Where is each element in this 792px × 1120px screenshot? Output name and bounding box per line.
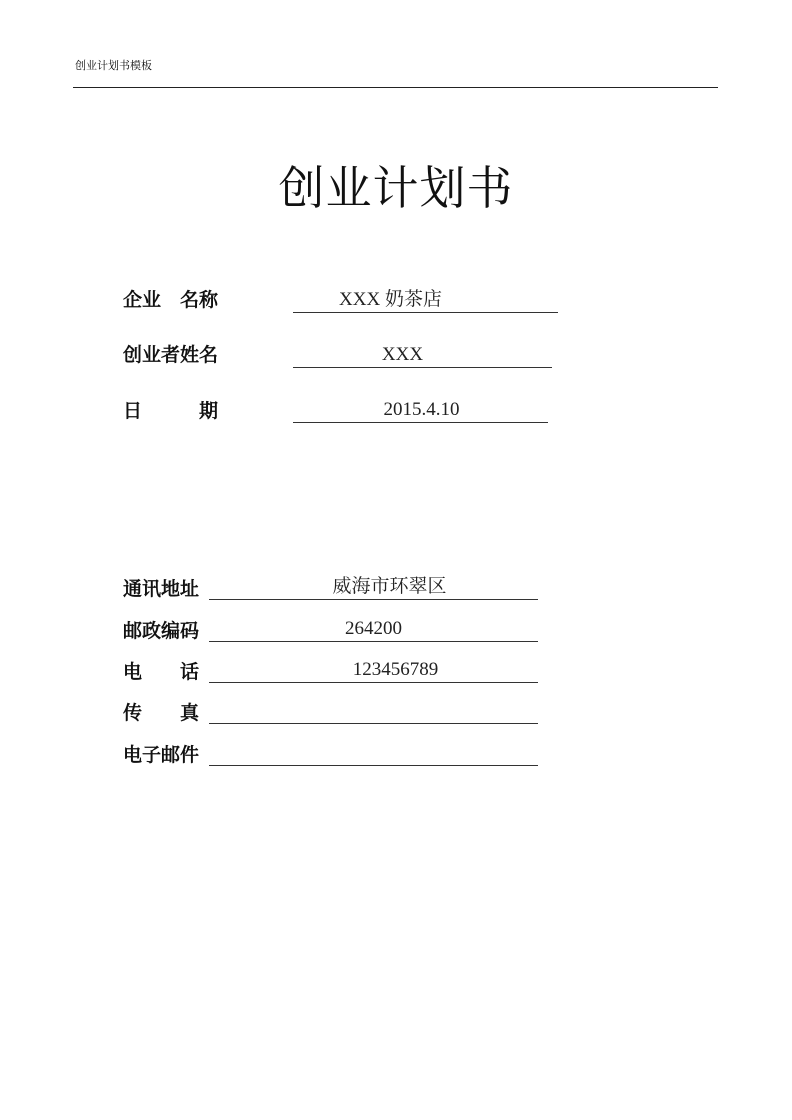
email-label: 电子邮件 bbox=[123, 744, 200, 766]
fax-label: 传 真 bbox=[123, 702, 200, 724]
fax-field bbox=[209, 699, 538, 724]
postcode-label: 邮政编码 bbox=[123, 620, 200, 642]
address-label: 通讯地址 bbox=[123, 578, 200, 600]
header-rule bbox=[73, 87, 718, 88]
address-field bbox=[209, 575, 538, 600]
date-field bbox=[293, 398, 548, 423]
founder-name-field bbox=[293, 343, 552, 368]
founder-name-label: 创业者姓名 bbox=[123, 344, 219, 366]
company-name-field bbox=[293, 288, 558, 313]
phone-value: 123456789 bbox=[352, 659, 439, 680]
company-name-label: 企业 名称 bbox=[123, 289, 219, 311]
address-value: 威海市环翠区 bbox=[332, 576, 447, 597]
company-name-value: XXX 奶茶店 bbox=[339, 289, 442, 310]
postcode-value: 264200 bbox=[345, 618, 402, 639]
date-label: 日 期 bbox=[123, 400, 219, 422]
founder-name-value: XXX bbox=[381, 344, 424, 365]
email-field bbox=[209, 741, 538, 766]
document-title: 创业计划书 bbox=[278, 163, 514, 214]
postcode-field bbox=[209, 617, 538, 642]
date-value: 2015.4.10 bbox=[383, 399, 460, 420]
phone-label: 电 话 bbox=[123, 661, 200, 683]
page-header: 创业计划书模板 bbox=[75, 60, 152, 72]
phone-field bbox=[209, 658, 538, 683]
